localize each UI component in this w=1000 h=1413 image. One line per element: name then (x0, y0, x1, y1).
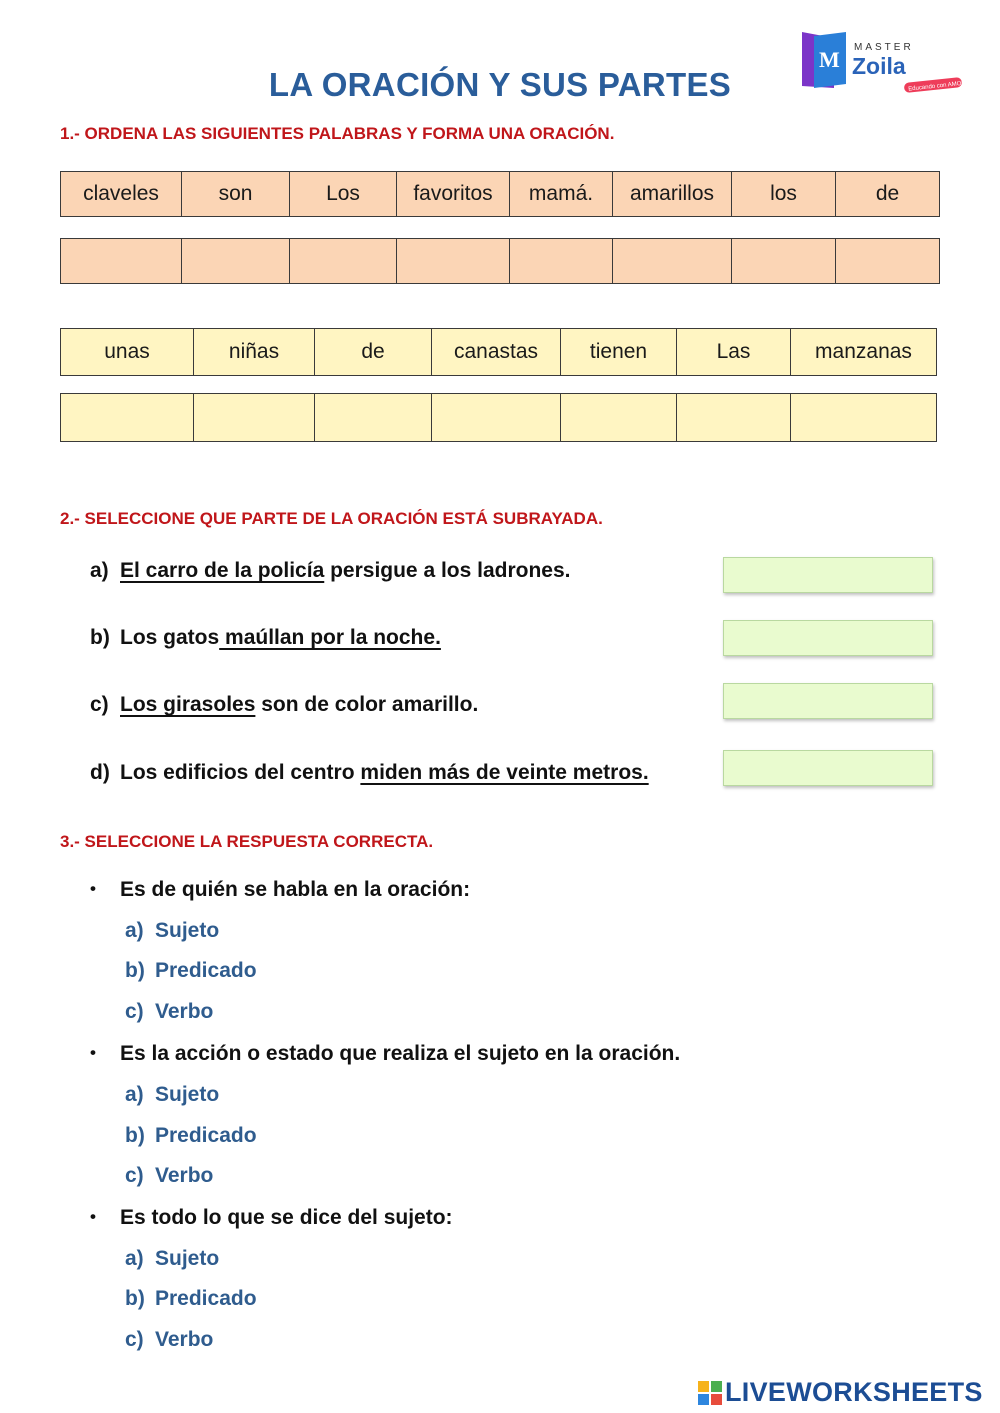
underline-question-c (90, 693, 478, 717)
drop-slot[interactable] (677, 394, 791, 442)
drop-slot[interactable] (182, 239, 290, 284)
option-label: b) (125, 1124, 145, 1147)
option-text: Predicado (155, 1287, 257, 1310)
drop-slot[interactable] (397, 239, 510, 284)
word-tile[interactable]: amarillos (613, 172, 732, 217)
drop-slot[interactable] (791, 394, 937, 442)
drop-slot[interactable] (561, 394, 677, 442)
option-q1-c[interactable] (125, 1000, 213, 1024)
option-text: Verbo (155, 1164, 214, 1187)
option-text: Sujeto (155, 1083, 220, 1106)
drop-slot[interactable] (61, 239, 182, 284)
option-label: b) (125, 959, 145, 982)
drop-slot[interactable] (432, 394, 561, 442)
liveworksheets-logo (697, 1377, 983, 1408)
option-q3-a[interactable] (125, 1247, 219, 1271)
word-tile[interactable]: unas (61, 329, 194, 376)
option-label: a) (125, 1083, 144, 1106)
word-tile[interactable]: niñas (194, 329, 315, 376)
page-title: LA ORACIÓN Y SUS PARTES (268, 66, 732, 103)
word-tile[interactable]: tienen (561, 329, 677, 376)
answer-row-2 (60, 393, 937, 442)
answer-select-d[interactable] (723, 750, 933, 786)
question-text: Es la acción o estado que realiza el sujeto en la oración. (120, 1042, 681, 1065)
option-label: c) (125, 1328, 144, 1351)
drop-slot[interactable] (613, 239, 732, 284)
drop-slot[interactable] (290, 239, 397, 284)
word-row-1 (60, 171, 940, 217)
option-q2-c[interactable] (125, 1164, 213, 1188)
option-q1-a[interactable] (125, 919, 219, 943)
question-text: Es de quién se habla en la oración: (120, 878, 471, 901)
underline-question-b (90, 626, 441, 650)
question-1 (90, 878, 470, 902)
drop-slot[interactable] (836, 239, 940, 284)
option-q1-b[interactable] (125, 959, 257, 983)
question-label: b) (90, 626, 110, 649)
option-q2-a[interactable] (125, 1083, 219, 1107)
sentence-before: Los edificios del centro (120, 761, 361, 784)
answer-select-b[interactable] (723, 620, 933, 656)
bullet-marker: • (90, 1043, 96, 1062)
sentence-after: persigue a los ladrones. (324, 559, 571, 582)
drop-slot[interactable] (315, 394, 432, 442)
question-label: d) (90, 761, 110, 784)
liveworksheets-icon (697, 1380, 723, 1406)
sentence-underlined: El carro de la policía (120, 559, 325, 582)
sentence-underlined: miden más de veinte metros. (360, 761, 649, 784)
drop-slot[interactable] (510, 239, 613, 284)
drop-slot[interactable] (61, 394, 194, 442)
logo-master-text: MASTER (854, 42, 914, 53)
underline-question-a (90, 559, 571, 583)
word-tile[interactable]: Los (290, 172, 397, 217)
drop-slot[interactable] (732, 239, 836, 284)
answer-select-a[interactable] (723, 557, 933, 593)
question-label: c) (90, 693, 109, 716)
question-text: Es todo lo que se dice del sujeto: (120, 1206, 453, 1229)
option-text: Verbo (155, 1328, 214, 1351)
word-tile[interactable]: los (732, 172, 836, 217)
word-tile[interactable]: claveles (61, 172, 182, 217)
sentence-after: son de color amarillo. (255, 693, 479, 716)
option-text: Sujeto (155, 1247, 220, 1270)
underline-question-d (90, 761, 649, 785)
option-label: c) (125, 1164, 144, 1187)
option-q2-b[interactable] (125, 1124, 257, 1148)
sentence-underlined: Los girasoles (120, 693, 256, 716)
answer-select-c[interactable] (723, 683, 933, 719)
section1-heading: 1.- ORDENA LAS SIGUIENTES PALABRAS Y FORMA UNA ORACIÓN. (60, 124, 615, 143)
section3-heading: 3.- SELECCIONE LA RESPUESTA CORRECTA. (60, 832, 434, 851)
option-q3-c[interactable] (125, 1328, 213, 1352)
option-label: a) (125, 919, 144, 942)
word-tile[interactable]: son (182, 172, 290, 217)
logo-mark: M (819, 47, 840, 72)
answer-row-1 (60, 238, 940, 284)
word-tile[interactable]: manzanas (791, 329, 937, 376)
logo-tagline: Educando con AMOR (908, 80, 967, 93)
liveworksheets-text: LIVEWORKSHEETS (725, 1377, 983, 1407)
logo-name-text: Zoila (852, 53, 906, 79)
word-tile[interactable]: canastas (432, 329, 561, 376)
word-tile[interactable]: de (836, 172, 940, 217)
word-row-2 (60, 328, 937, 376)
option-label: a) (125, 1247, 144, 1270)
question-label: a) (90, 559, 109, 582)
option-text: Predicado (155, 959, 257, 982)
question-2 (90, 1042, 680, 1066)
option-label: b) (125, 1287, 145, 1310)
drop-slot[interactable] (194, 394, 315, 442)
sentence-underlined: maúllan por la noche. (219, 626, 441, 649)
option-text: Sujeto (155, 919, 220, 942)
option-text: Verbo (155, 1000, 214, 1023)
sentence-before: Los gatos (120, 626, 220, 649)
bullet-marker: • (90, 879, 96, 898)
bullet-marker: • (90, 1207, 96, 1226)
option-label: c) (125, 1000, 144, 1023)
question-3 (90, 1206, 453, 1230)
section2-heading: 2.- SELECCIONE QUE PARTE DE LA ORACIÓN ESTÁ SUBRAYADA. (60, 509, 603, 528)
word-tile[interactable]: favoritos (397, 172, 510, 217)
option-text: Predicado (155, 1124, 257, 1147)
option-q3-b[interactable] (125, 1287, 257, 1311)
word-tile[interactable]: mamá. (510, 172, 613, 217)
word-tile[interactable]: Las (677, 329, 791, 376)
word-tile[interactable]: de (315, 329, 432, 376)
